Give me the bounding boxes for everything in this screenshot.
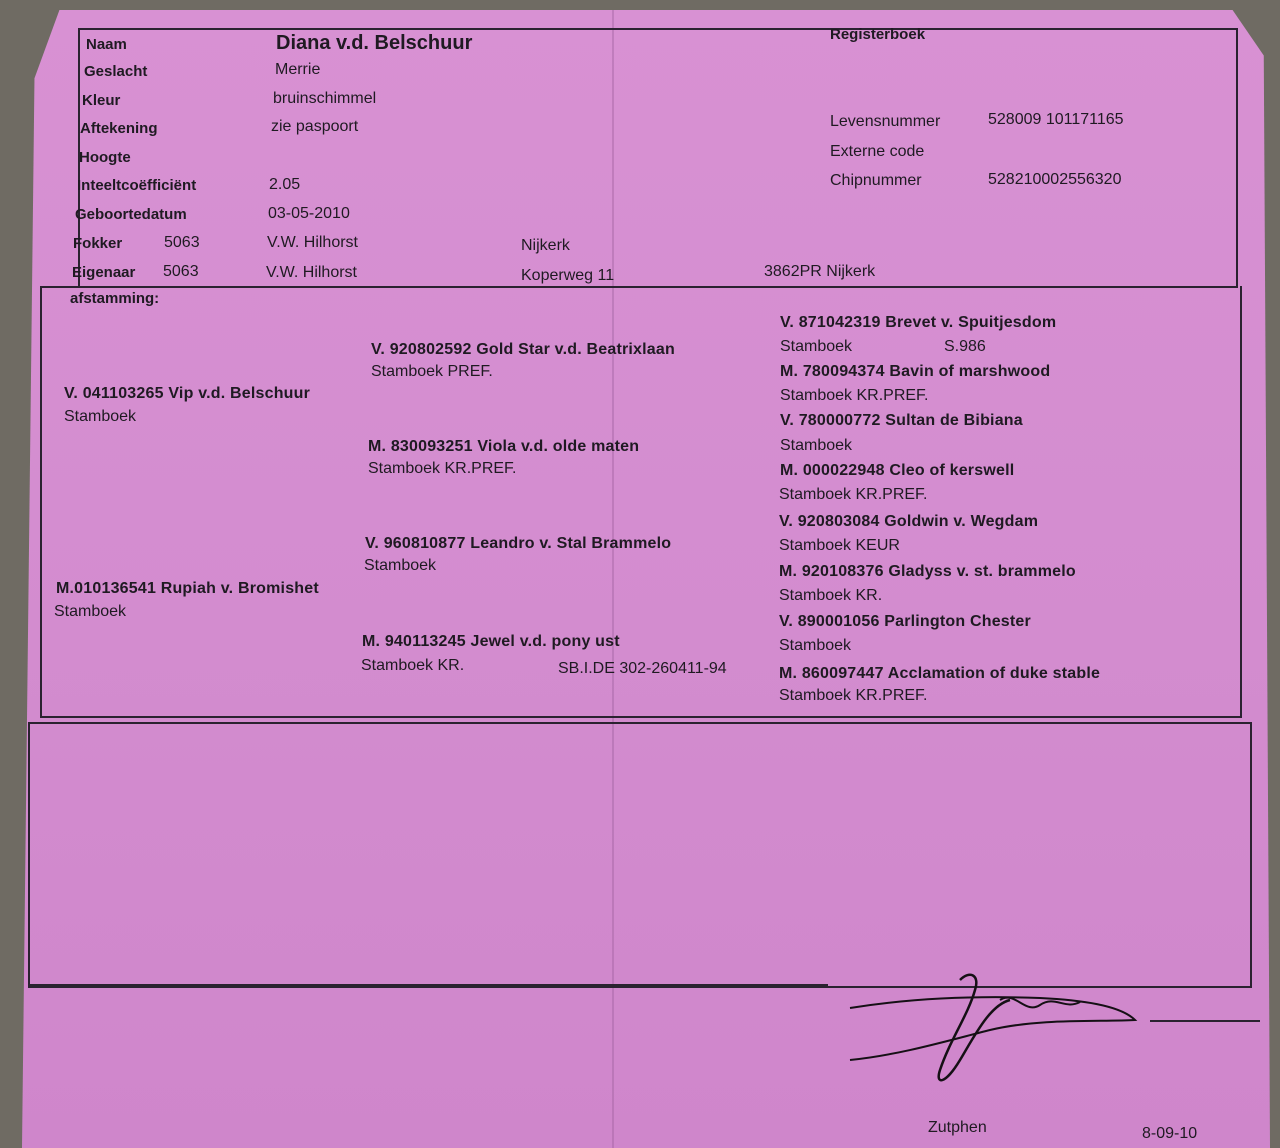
gen2-sire-sire-name: V. 920802592 Gold Star v.d. Beatrixlaan: [371, 341, 675, 358]
dam-name: M.010136541 Rupiah v. Bromishet: [56, 580, 319, 597]
gen3-5-name: V. 920803084 Goldwin v. Wegdam: [779, 513, 1039, 530]
inbreeding-value: 2.05: [269, 176, 301, 193]
gen3-8-book: Stamboek KR.PREF.: [779, 687, 928, 704]
remarks-bottom-line: [28, 984, 828, 986]
gen2-dam-sire-name: V. 960810877 Leandro v. Stal Brammelo: [365, 535, 672, 552]
gender-label: Geslacht: [84, 63, 148, 80]
owner-street: Koperweg 11: [521, 267, 615, 284]
gen3-2-book: Stamboek KR.PREF.: [780, 387, 929, 404]
owner-label: Eigenaar: [72, 264, 136, 281]
gen3-6-book: Stamboek KR.: [779, 587, 883, 604]
registerbook-label: Registerboek: [830, 26, 926, 43]
header-frame: [78, 28, 1238, 288]
gen3-2-name: M. 780094374 Bavin of marshwood: [780, 363, 1051, 380]
gen2-dam-dam-book: Stamboek KR.: [361, 657, 465, 674]
lifenumber-label: Levensnummer: [830, 113, 941, 130]
gen2-sire-dam-name: M. 830093251 Viola v.d. olde maten: [368, 438, 640, 455]
color-label: Kleur: [82, 92, 121, 109]
gen3-1-extra: S.986: [944, 338, 986, 355]
marking-value: zie paspoort: [271, 118, 359, 135]
breeder-city: Nijkerk: [521, 237, 570, 254]
inbreeding-label: Inteeltcoëfficiënt: [77, 177, 197, 194]
gen2-sire-sire-book: Stamboek PREF.: [371, 363, 493, 380]
horse-name: Diana v.d. Belschuur: [276, 32, 473, 54]
lifenumber-value: 528009 101171165: [988, 111, 1124, 128]
chip-value: 528210002556320: [988, 171, 1122, 188]
gen3-1-name: V. 871042319 Brevet v. Spuitjesdom: [780, 314, 1057, 331]
gen3-8-name: M. 860097447 Acclamation of duke stable: [779, 665, 1101, 682]
gen3-7-name: V. 890001056 Parlington Chester: [779, 613, 1031, 630]
gen3-7-book: Stamboek: [779, 637, 852, 654]
gen3-5-book: Stamboek KEUR: [779, 537, 900, 554]
gender-value: Merrie: [275, 61, 321, 78]
gen3-3-book: Stamboek: [780, 437, 853, 454]
footer-place: Zutphen: [928, 1119, 987, 1136]
signature-scribble: [840, 960, 1140, 1090]
marking-label: Aftekening: [80, 120, 158, 137]
footer-date: 8-09-10: [1142, 1125, 1198, 1142]
signature-line: [1150, 1020, 1260, 1022]
gen3-4-name: M. 000022948 Cleo of kerswell: [780, 462, 1015, 479]
gen2-dam-dam-name: M. 940113245 Jewel v.d. pony ust: [362, 633, 620, 650]
owner-number: 5063: [163, 263, 199, 280]
birthdate-value: 03-05-2010: [268, 205, 350, 222]
sire-book: Stamboek: [64, 408, 137, 425]
external-code-label: Externe code: [830, 143, 925, 160]
gen3-6-name: M. 920108376 Gladyss v. st. brammelo: [779, 563, 1076, 580]
pedigree-label: afstamming:: [70, 290, 160, 307]
gen2-sire-dam-book: Stamboek KR.PREF.: [368, 460, 517, 477]
gen3-3-name: V. 780000772 Sultan de Bibiana: [780, 412, 1023, 429]
dam-book: Stamboek: [54, 603, 127, 620]
breeder-label: Fokker: [73, 235, 123, 252]
gen2-dam-sire-book: Stamboek: [364, 557, 437, 574]
name-label: Naam: [86, 36, 127, 53]
gen3-1-book: Stamboek: [780, 338, 853, 355]
breeder-name: V.W. Hilhorst: [267, 234, 358, 251]
sire-name: V. 041103265 Vip v.d. Belschuur: [64, 385, 311, 402]
remarks-frame: [28, 722, 1252, 988]
chip-label: Chipnummer: [830, 172, 922, 189]
gen3-4-book: Stamboek KR.PREF.: [779, 486, 928, 503]
owner-city: 3862PR Nijkerk: [764, 263, 876, 280]
breeder-number: 5063: [164, 234, 200, 251]
height-label: Hoogte: [79, 149, 131, 166]
owner-name: V.W. Hilhorst: [266, 264, 357, 281]
birthdate-label: Geboortedatum: [75, 206, 187, 223]
color-value: bruinschimmel: [273, 90, 377, 107]
gen2-dam-dam-extra: SB.I.DE 302-260411-94: [558, 660, 727, 677]
